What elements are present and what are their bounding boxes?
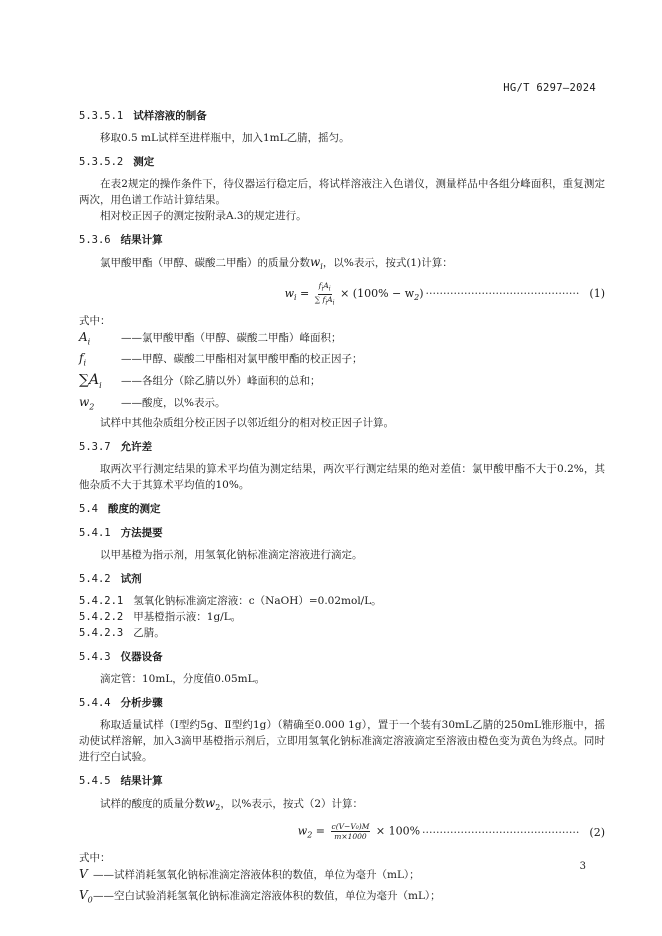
variable-symbol: V [79,866,88,881]
variable-row [79,887,605,908]
section-number: 5.3.5.1 [79,110,124,122]
paragraph-544: 称取适量试样（Ⅰ型约5g、Ⅱ型约1g）（精确至0.000 1g），置于一个装有30mL乙腈的250mL锥形瓶中，摇动使试样溶解，加入3滴甲基橙指示剂后，立即用氢氧化钠标准滴定溶液滴定至溶液由橙色变为黄色为终点。同时进行空白试验。 [79,719,605,764]
variable-description: ——甲醇、碳酸二甲酯相对氯甲酸甲酯的校正因子； [121,353,363,366]
item-text: 甲基橙指示液：1g/L。 [133,611,242,624]
heading-541 [79,525,605,541]
formula-lhs: w [284,287,294,301]
paragraph-537: 取两次平行测定结果的算术平均值为测定结果，两次平行测定结果的绝对差值：氯甲酸甲酯不大于0.2%，其他杂质不大于其算术平均值的10%。 [79,463,605,492]
section-number: 5.4.2 [79,573,111,586]
section-number: 5.4 [79,503,98,516]
formula-lhs: w [297,824,308,838]
formula-rest: × 100% [375,824,421,838]
section-number: 5.3.5.2 [79,156,124,168]
item-number: 5.4.2.2 [79,611,124,624]
reagent-item [79,625,605,641]
formula-rest: × (100% − w [340,287,415,301]
section-title: 试样溶液的制备 [133,110,207,122]
section-number: 5.3.7 [79,441,111,454]
section-number: 5.4.4 [79,697,111,710]
paragraph-543: 滴定管：10mL，分度值0.05mL。 [100,673,266,686]
formula-rest-sub: 2 [414,293,420,303]
section-title: 结果计算 [120,775,163,788]
paragraph-5352-b: 相对校正因子的测定按附录A.3的规定进行。 [100,210,307,222]
symbol: w [205,796,216,811]
fraction-denominator: m×1000 [334,832,367,842]
variable-row [79,394,605,415]
heading-537 [79,439,605,455]
formula-lhs-sub: 2 [307,830,313,840]
section-title: 酸度的测定 [107,503,161,516]
section-number: 5.4.5 [79,775,111,788]
section-number: 5.3.6 [79,234,111,246]
item-number: 5.4.2.1 [79,595,124,608]
heading-536 [79,232,605,248]
reagent-item [79,593,605,609]
variable-row [79,372,605,394]
text: 试样的酸度的质量分数 [100,798,205,811]
section-title: 分析步骤 [120,697,163,710]
text-tail: ，以%表示，按式（2）计算： [220,798,364,811]
equation-number: (2) [589,826,605,839]
item-text: 氢氧化钠标准滴定溶液：c（NaOH）=0.02mol/L。 [133,595,382,608]
variable-symbol: $w_2$ [79,394,95,412]
heading-5352 [79,154,605,170]
variable-row [79,329,605,350]
leader-dots: ············································ [425,287,580,301]
variable-description: ——酸度，以%表示。 [121,396,226,409]
leader-dots: ············································· [422,826,580,839]
item-text: 乙腈。 [133,627,165,640]
section-number: 5.4.1 [79,527,111,540]
symbol-sub: 2 [215,803,221,813]
document-body [79,108,605,909]
heading-54 [79,501,605,517]
paragraph-541: 以甲基橙为指示剂，用氢氧化钠标准滴定溶液进行滴定。 [100,549,363,562]
variable-row [79,350,605,371]
section-title: 方法提要 [120,527,163,540]
section-title: 结果计算 [120,234,163,246]
reagent-item [79,609,605,625]
variable-description: ——各组分（除乙腈以外）峰面积的总和； [121,374,321,387]
fraction-numerator: c(V−V₀)M [331,822,370,832]
paragraph-5351: 移取0.5 mL试样至进样瓶中，加入1mL乙腈，摇匀。 [100,132,350,144]
page-number: 3 [579,861,586,872]
paragraph-5352-a: 在表2规定的操作条件下，待仪器运行稳定后，将试样溶液注入色谱仪，测量样品中各组分峰面积，重复测定两次，用色谱工作站计算结果。 [79,178,605,206]
fraction-denominator: ∑ $f_iA_i$ [314,294,335,307]
formula-fraction [315,281,335,307]
item-number: 5.4.2.3 [79,627,124,640]
formula-expression: $w_i$ = $\frac{f_iA_i}{\sum f_iA_i}$ × $(100\% - w_2)$ [284,281,424,307]
formula-fraction [331,822,371,841]
variable-symbol: $\sum A_i$ [79,371,102,390]
paragraph-545 [79,795,605,816]
heading-543 [79,649,605,665]
symbol-sub: i [320,262,323,272]
section-number: 5.4.3 [79,651,111,664]
section-title: 仪器设备 [120,651,163,664]
text: 氯甲酸甲酯（甲醇、碳酸二甲酯）的质量分数 [100,257,310,269]
fraction-numerator: $f_iA_i$ [318,281,331,293]
section-title: 测定 [133,156,155,168]
variable-symbol: $V_0$ [79,888,93,905]
formula-close: ) [419,287,424,301]
variable-description: ——氯甲酸甲酯（甲醇、碳酸二甲酯）峰面积； [121,332,342,345]
symbol: w [310,255,321,269]
section-title: 试剂 [120,573,142,586]
heading-542 [79,571,605,587]
paragraph-536 [79,254,605,275]
variable-symbol: $f_i$ [79,351,87,368]
variable-symbol: $A_i$ [79,330,91,347]
formula-lhs-sub: i [294,293,297,303]
where-label: 式中： [79,851,111,864]
variable-description: ——空白试验消耗氢氧化钠标准滴定溶液体积的数值，单位为毫升（mL）； [93,890,441,903]
variable-description: ——试样消耗氢氧化钠标准滴定溶液体积的数值，单位为毫升（mL）； [93,868,420,881]
heading-545 [79,773,605,789]
equation-number: (1) [589,287,605,301]
variable-row [79,866,605,887]
text-tail: ，以%表示，按式(1)计算： [322,257,453,269]
formula-1 [79,281,605,307]
section-title: 允许差 [120,441,153,454]
formula-2 [79,822,605,844]
where-label: 式中： [79,315,111,328]
formula-expression: $w_2$ = $\frac{\text{c(V−V₀)M}}{m\times 1000}$ × 100% [297,822,421,842]
paragraph-536-note: 试样中其他杂质组分校正因子以邻近组分的相对校正因子计算。 [100,417,394,430]
heading-5351 [79,108,605,124]
standard-code: HG/T 6297—2024 [503,82,596,94]
heading-544 [79,695,605,711]
